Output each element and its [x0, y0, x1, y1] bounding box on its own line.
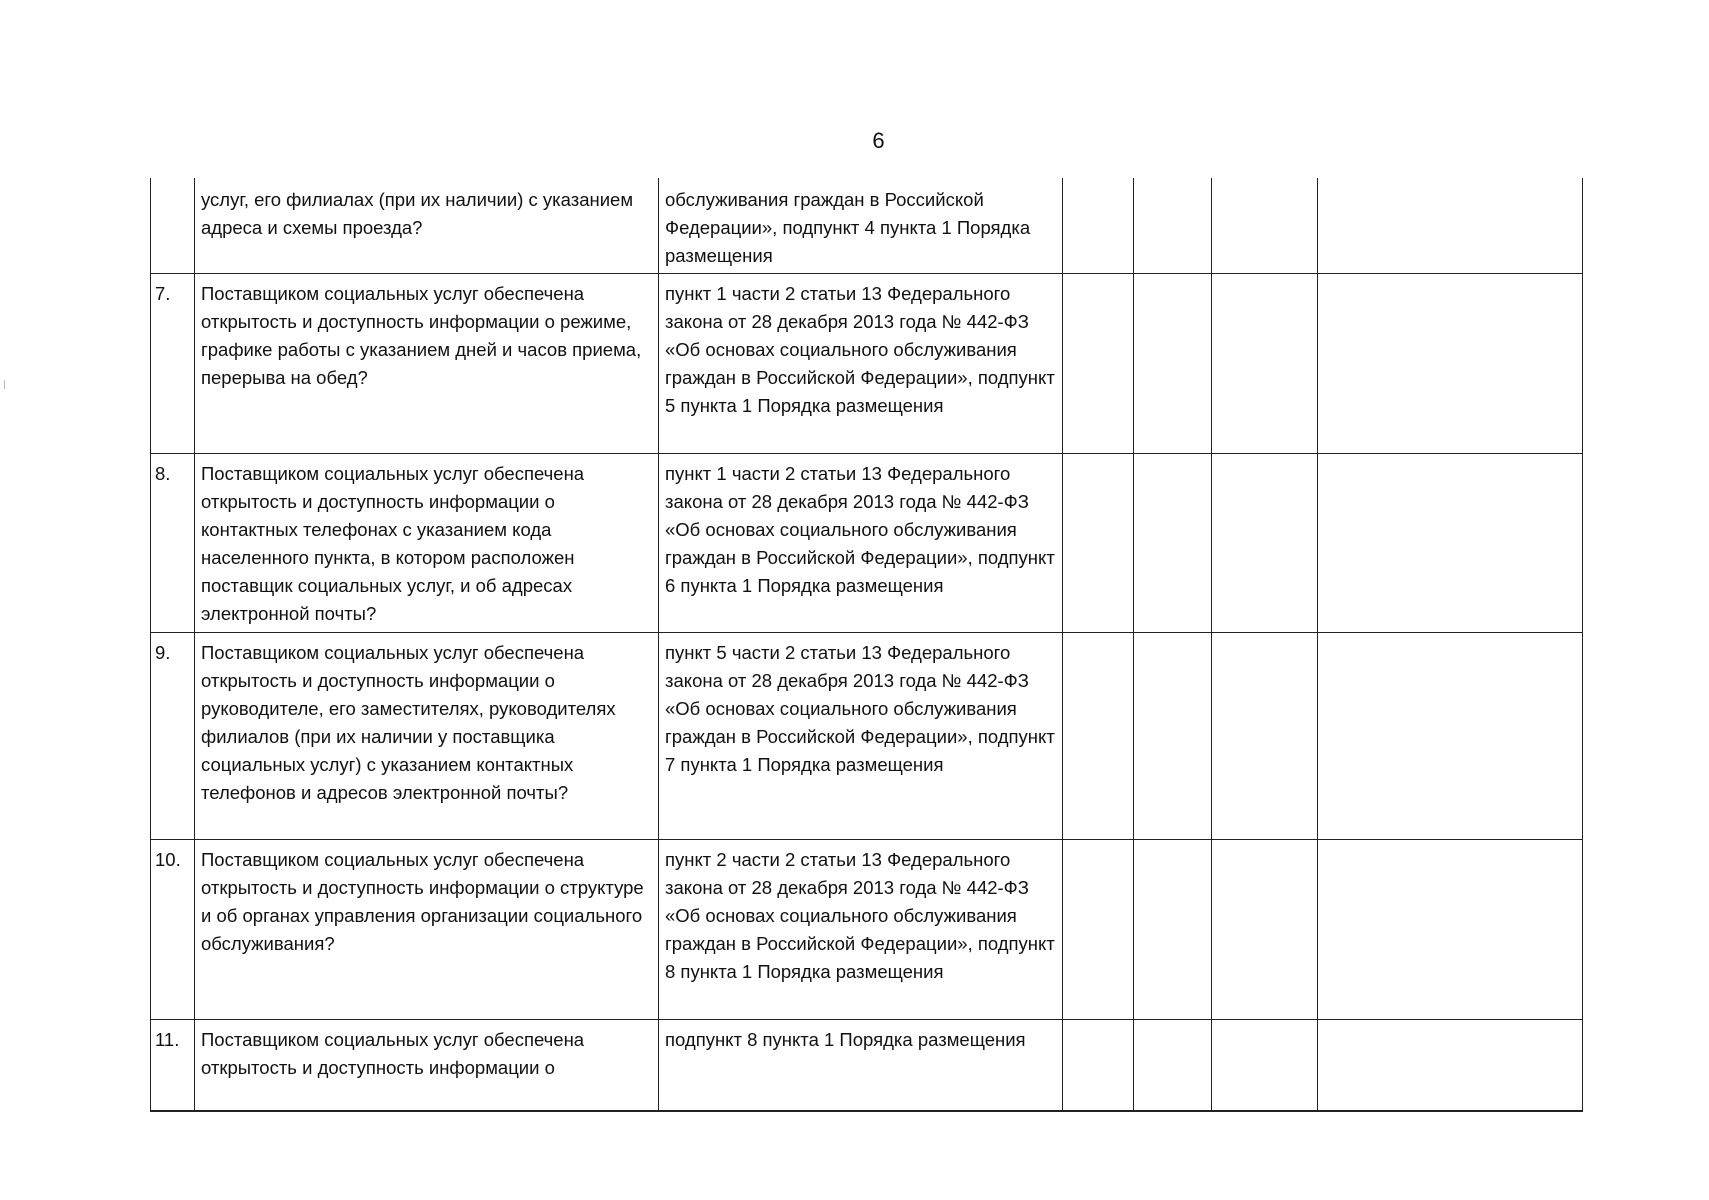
legal-reference-cell: пункт 5 части 2 статьи 13 Федерального закона от 28 декабря 2013 года № 442-ФЗ «Об основах социального обслуживания граждан в Российской Федерации», подпункт 7 пункта 1 Порядка размещения: [659, 632, 1063, 839]
answer-na-cell: [1212, 1019, 1318, 1111]
row-number: [151, 178, 195, 273]
question-cell: Поставщиком социальных услуг обеспечена открытость и доступность информации о контактных телефонах с указанием кода населенного пункта, в котором расположен поставщик социальных услуг, и об адресах электронной почты?: [195, 453, 659, 632]
legal-reference-cell: подпункт 8 пункта 1 Порядка размещения: [659, 1019, 1063, 1111]
table-row: [151, 273, 1583, 453]
notes-cell: [1318, 1019, 1583, 1111]
scan-artifact: [4, 380, 5, 389]
answer-no-cell: [1134, 839, 1212, 1019]
notes-cell: [1318, 273, 1583, 453]
answer-yes-cell: [1063, 632, 1134, 839]
notes-cell: [1318, 453, 1583, 632]
notes-cell: [1318, 178, 1583, 273]
question-cell: Поставщиком социальных услуг обеспечена открытость и доступность информации о режиме, графике работы с указанием дней и часов приема, перерыва на обед?: [195, 273, 659, 453]
question-cell: услуг, его филиалах (при их наличии) с указанием адреса и схемы проезда?: [195, 178, 659, 273]
page-number: 6: [872, 128, 885, 153]
table-row: [151, 632, 1583, 839]
answer-na-cell: [1212, 453, 1318, 632]
row-number: 11.: [151, 1019, 195, 1111]
answer-na-cell: [1212, 632, 1318, 839]
answer-yes-cell: [1063, 1019, 1134, 1111]
answer-no-cell: [1134, 453, 1212, 632]
answer-yes-cell: [1063, 273, 1134, 453]
checklist-table: [150, 178, 1583, 1112]
row-number: 10.: [151, 839, 195, 1019]
notes-cell: [1318, 632, 1583, 839]
question-cell: Поставщиком социальных услуг обеспечена открытость и доступность информации о структуре и об органах управления организации социального обслуживания?: [195, 839, 659, 1019]
question-cell: Поставщиком социальных услуг обеспечена открытость и доступность информации о руководителе, его заместителях, руководителях филиалов (при их наличии у поставщика социальных услуг) с указанием контактных телефонов и адресов электронной почты?: [195, 632, 659, 839]
legal-reference-cell: обслуживания граждан в Российской Федерации», подпункт 4 пункта 1 Порядка размещения: [659, 178, 1063, 273]
answer-na-cell: [1212, 273, 1318, 453]
table-row: [151, 178, 1583, 273]
notes-cell: [1318, 839, 1583, 1019]
question-cell: Поставщиком социальных услуг обеспечена открытость и доступность информации о: [195, 1019, 659, 1111]
answer-no-cell: [1134, 273, 1212, 453]
answer-yes-cell: [1063, 178, 1134, 273]
table-row: [151, 839, 1583, 1019]
answer-na-cell: [1212, 839, 1318, 1019]
legal-reference-cell: пункт 1 части 2 статьи 13 Федерального закона от 28 декабря 2013 года № 442-ФЗ «Об основах социального обслуживания граждан в Российской Федерации», подпункт 5 пункта 1 Порядка размещения: [659, 273, 1063, 453]
answer-yes-cell: [1063, 453, 1134, 632]
answer-na-cell: [1212, 178, 1318, 273]
row-number: 9.: [151, 632, 195, 839]
answer-no-cell: [1134, 178, 1212, 273]
row-number: 8.: [151, 453, 195, 632]
legal-reference-cell: пункт 2 части 2 статьи 13 Федерального закона от 28 декабря 2013 года № 442-ФЗ «Об основах социального обслуживания граждан в Российской Федерации», подпункт 8 пункта 1 Порядка размещения: [659, 839, 1063, 1019]
answer-no-cell: [1134, 632, 1212, 839]
table-row: [151, 453, 1583, 632]
answer-no-cell: [1134, 1019, 1212, 1111]
row-number: 7.: [151, 273, 195, 453]
answer-yes-cell: [1063, 839, 1134, 1019]
legal-reference-cell: пункт 1 части 2 статьи 13 Федерального закона от 28 декабря 2013 года № 442-ФЗ «Об основах социального обслуживания граждан в Российской Федерации», подпункт 6 пункта 1 Порядка размещения: [659, 453, 1063, 632]
table-row: [151, 1019, 1583, 1111]
